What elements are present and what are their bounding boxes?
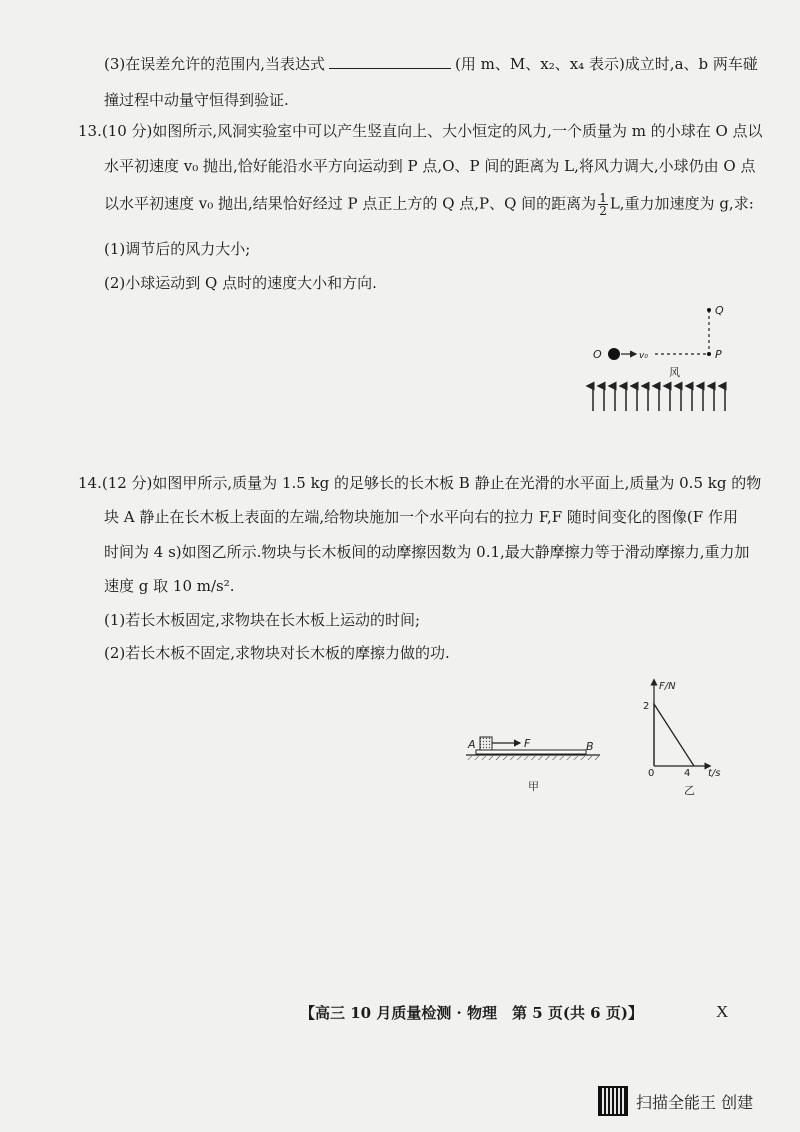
y-axis-label: F/N (659, 681, 676, 692)
q12-part3-text-a: (3)在误差允许的范围内,当表达式 (104, 55, 326, 73)
fraction-one-half (598, 192, 608, 217)
q14-line3: 时间为 4 s)如图乙所示.物块与长木板间的动摩擦因数为 0.1,最大静摩擦力等于滑动摩擦力,重力加 (104, 543, 750, 561)
scanner-watermark (598, 1086, 778, 1116)
watermark-text: 扫描全能王 创建 (636, 1092, 754, 1112)
tick-origin: 0 (648, 768, 655, 779)
q14-line2: 块 A 静止在长木板上表面的左端,给物块施加一个水平向右的拉力 F,F 随时间变化的图像(F 作用 (104, 508, 738, 526)
ball (608, 348, 620, 360)
page-footer: 【高三 10 月质量检测 · 物理 第 5 页(共 6 页)】 (300, 1004, 643, 1022)
q12-part3-line2: 撞过程中动量守恒得到验证. (104, 91, 289, 109)
label-b: B (586, 740, 594, 753)
q14-line1: 14.(12 分)如图甲所示,质量为 1.5 kg 的足够长的长木板 B 静止在光滑的水平面上,质量为 0.5 kg 的物 (78, 474, 762, 492)
q14-sub2: (2)若长木板不固定,求物块对长木板的摩擦力做的功. (104, 644, 450, 662)
x-axis-label: t/s (708, 768, 721, 779)
q12-part3-text-b: (用 m、M、x₂、x₄ 表示)成立时,a、b 两车碰 (455, 55, 758, 73)
force-line (654, 704, 694, 766)
label-f: F (524, 737, 531, 750)
board-b (476, 750, 586, 754)
q13-line3-text-a: 以水平初速度 v₀ 抛出,结果恰好经过 P 点正上方的 Q 点,P、Q 间的距离为 (104, 194, 597, 213)
caption-jia: 甲 (528, 780, 539, 793)
tick-x: 4 (684, 768, 691, 779)
q13-line3-text-b: L,重力加速度为 g,求: (609, 194, 754, 213)
label-q: Q (715, 304, 724, 317)
fraction-numerator: 1 (599, 191, 607, 205)
label-p: P (715, 348, 722, 361)
force-time-chart (640, 676, 730, 800)
block-board-diagram (464, 728, 604, 794)
corner-mark: X (716, 1002, 729, 1021)
wind-tunnel-diagram (585, 296, 735, 416)
q12-part3-line1 (104, 53, 758, 75)
q14-line4: 速度 g 取 10 m/s². (104, 577, 235, 595)
q13-sub1: (1)调节后的风力大小; (104, 240, 251, 258)
point-q (707, 308, 711, 312)
wind-arrows (593, 386, 725, 411)
label-v0: v₀ (639, 351, 648, 361)
label-a: A (468, 738, 476, 751)
label-wind: 风 (669, 366, 680, 379)
block-a (480, 737, 492, 750)
label-o: O (593, 348, 602, 361)
q14-sub1: (1)若长木板固定,求物块在长木板上运动的时间; (104, 611, 421, 629)
caption-yi: 乙 (684, 784, 695, 797)
tick-y: 2 (643, 701, 650, 712)
qr-code-icon (598, 1086, 628, 1116)
q13-line1: 13.(10 分)如图所示,风洞实验室中可以产生竖直向上、大小恒定的风力,一个质量为 m 的小球在 O 点以 (78, 122, 763, 140)
ground-hatch (466, 756, 600, 760)
q13-sub2: (2)小球运动到 Q 点时的速度大小和方向. (104, 274, 377, 292)
answer-blank (329, 54, 451, 69)
q13-line3 (104, 192, 754, 217)
fraction-denominator: 2 (599, 204, 607, 218)
point-p (707, 352, 711, 356)
q13-line2: 水平初速度 v₀ 抛出,恰好能沿水平方向运动到 P 点,O、P 间的距离为 L,将风力调大,小球仍由 O 点 (104, 157, 756, 175)
